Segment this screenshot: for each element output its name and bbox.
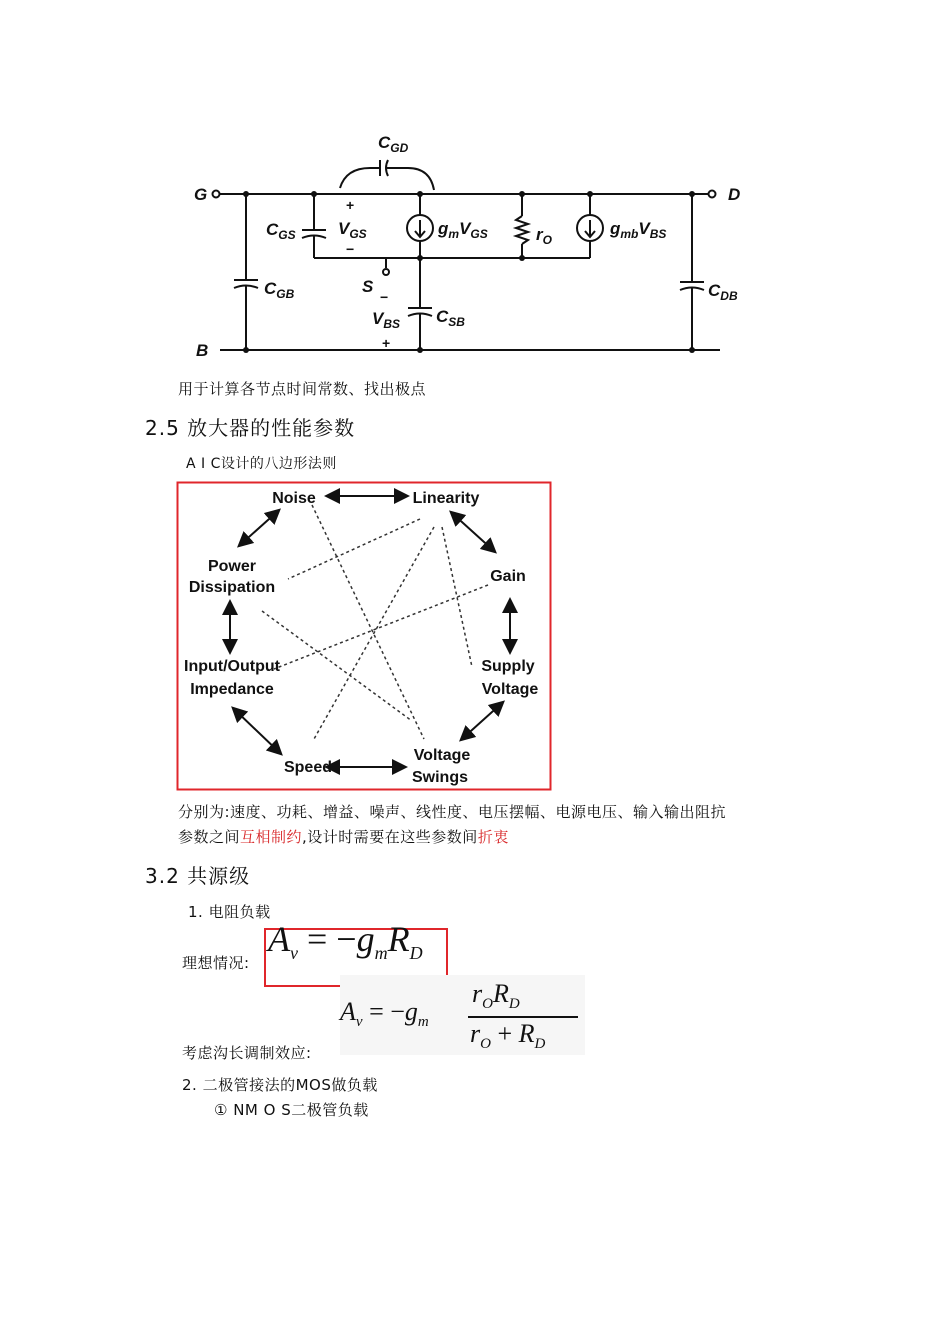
octagon-caption: A I C设计的八边形法则 — [186, 456, 337, 472]
node-swing-1: Voltage — [413, 747, 471, 764]
formula-fraction-bar — [468, 1016, 578, 1018]
section-heading-2-5: 2.5 放大器的性能参数 — [145, 416, 356, 440]
node-swing-2: Swings — [411, 769, 469, 786]
gm-label: $g_mV_{GS}$ — [438, 219, 488, 241]
tradeoff-text-b: ,设计时需要在这些参数间 — [302, 828, 478, 846]
cdb-label: $C_{DB}$ — [708, 281, 738, 303]
tradeoff-text-a: 参数之间 — [178, 828, 241, 846]
node-supply-2: Voltage — [481, 681, 539, 698]
cgd-label: $C_{GD}$ — [378, 133, 409, 155]
tradeoff-red-1: 互相制约 — [240, 828, 303, 846]
cgs-label: $C_{GS}$ — [266, 220, 296, 242]
node-s-label: S — [362, 277, 374, 296]
node-noise: Noise — [272, 490, 316, 507]
circuit-caption: 用于计算各节点时间常数、找出极点 — [178, 380, 427, 398]
channel-length-label: 考虑沟长调制效应: — [182, 1044, 312, 1062]
formula-numerator: $r_OR_D$ — [472, 979, 520, 1013]
node-io-2: Impedance — [190, 681, 274, 698]
node-power-1: Power — [207, 558, 257, 575]
paragraph-parameters: 分别为:速度、功耗、增益、噪声、线性度、电压摆幅、电源电压、输入输出阻抗 — [178, 803, 727, 821]
item-2-diode-load: 2. 二极管接法的MOS做负载 — [182, 1076, 378, 1094]
cgb-label: $C_{GB}$ — [264, 279, 295, 301]
gmb-label: $g_{mb}V_{BS}$ — [610, 219, 667, 241]
item-1-resistor-load: 1. 电阻负载 — [188, 903, 271, 921]
ro-label: $r_O$ — [536, 225, 552, 247]
vbs-minus: − — [380, 289, 389, 305]
node-b-label: B — [196, 341, 209, 360]
vgs-plus: + — [346, 197, 355, 213]
vgs-label: $V_{GS}$ — [338, 219, 367, 241]
item-2-1-nmos-diode: ① NM O S二极管负载 — [214, 1101, 369, 1119]
paragraph-tradeoff — [178, 826, 509, 847]
tradeoff-red-2: 折衷 — [477, 828, 509, 846]
node-d-label: D — [728, 185, 741, 204]
node-g-label: G — [194, 185, 208, 204]
node-speed: Speed — [283, 759, 333, 776]
node-supply-1: Supply — [481, 658, 535, 675]
octagon-rule-diagram — [176, 481, 552, 791]
formula-channel-length: $A_v = -g_m$ $r_OR_D$ $r_O + R_D$ — [340, 975, 585, 1055]
node-io-1: Input/Output — [184, 658, 280, 675]
mosfet-small-signal-circuit — [180, 120, 760, 365]
ideal-case-label: 理想情况: — [182, 954, 250, 972]
vbs-label: $V_{BS}$ — [372, 309, 401, 331]
node-linearity: Linearity — [412, 490, 480, 507]
vgs-minus: − — [346, 241, 355, 257]
formula-ideal: $A_v = -g_mR_D$ — [268, 919, 423, 964]
node-gain: Gain — [490, 568, 526, 585]
formula-denominator: $r_O + R_D$ — [470, 1019, 546, 1053]
csb-label: $C_{SB}$ — [436, 307, 465, 329]
node-power-2: Dissipation — [188, 579, 276, 596]
vbs-plus: + — [382, 335, 391, 351]
section-heading-3-2: 3.2 共源级 — [145, 864, 251, 888]
